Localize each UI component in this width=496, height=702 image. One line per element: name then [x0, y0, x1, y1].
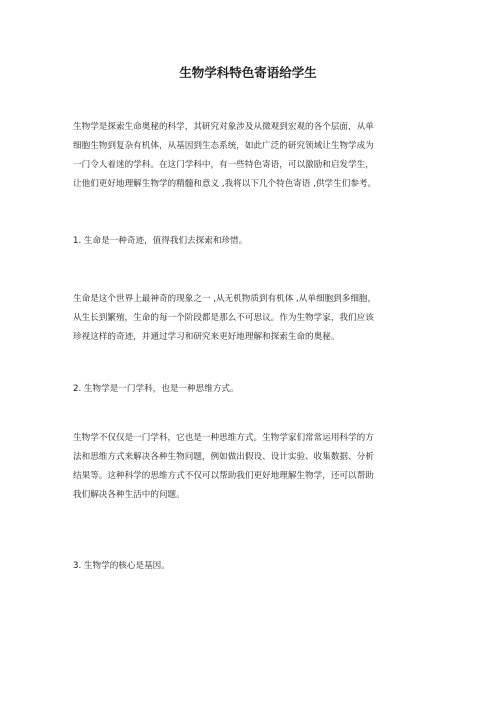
paragraph-line: 珍视这样的奇迹，并通过学习和研究来更好地理解和探索生命的奥秘。 [73, 332, 340, 342]
section-heading-1: 1. 生命是一种奇迹，值得我们去探索和珍惜。 [73, 236, 248, 246]
section-2-paragraph [73, 429, 424, 505]
paragraph-line: 生命是这个世界上最神奇的现象之一 ,从无机物质到有机体 ,从单细胞到多细胞， [73, 294, 377, 304]
paragraph-line: 法和思维方式来解决各种生物问题，例如做出假设、设计实验、收集数据、分析 [73, 452, 374, 462]
document-title: 生物学科特色寄语给学生 [179, 65, 317, 80]
section-heading-3: 3. 生物学的核心是基因。 [73, 561, 170, 571]
paragraph-line: 结果等。这种科学的思维方式不仅可以帮助我们更好地理解生物学，还可以帮助 [73, 471, 374, 481]
paragraph-line: 细胞生物到复杂有机体，从基因到生态系统，如此广泛的研究领域让生物学成为 [73, 141, 374, 151]
section-1-paragraph [73, 290, 424, 347]
paragraph-line: 生物学是探索生命奥秘的科学，其研究对象涉及从微观到宏观的各个层面，从单 [73, 122, 374, 132]
paragraph-line: 一门令人着迷的学科。在这门学科中，有一些特色寄语，可以激励和启发学生， [73, 160, 374, 170]
paragraph-line: 从生长到繁殖，生命的每一个阶段都是那么不可思议。作为生物学家，我们应该 [73, 313, 374, 323]
intro-paragraph [73, 118, 424, 194]
paragraph-line: 生物学不仅仅是一门学科，它也是一种思维方式。生物学家们常常运用科学的方 [73, 433, 374, 443]
paragraph-line: 我们解决各种生活中的问题。 [73, 490, 185, 500]
section-heading-2: 2. 生物学是一门学科，也是一种思维方式。 [73, 384, 239, 394]
paragraph-line: 让他们更好地理解生物学的精髓和意义 ,我将以下几个特色寄语 ,供学生们参考。 [73, 179, 377, 189]
